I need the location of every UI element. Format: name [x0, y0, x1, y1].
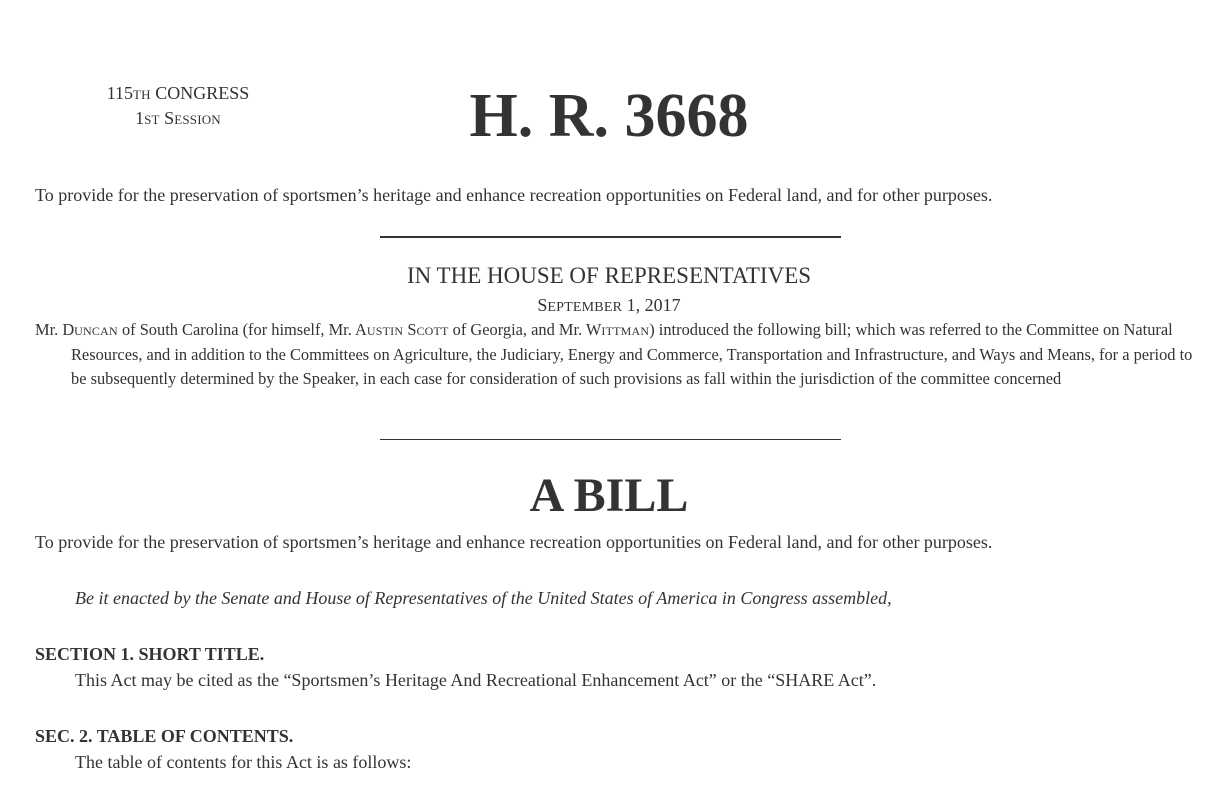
divider-top — [380, 236, 841, 238]
session-number: 1ST SESSION — [135, 108, 221, 128]
purpose-statement: To provide for the preservation of sportsmen’s heritage and enhance recreation opportunities on Federal land, and for other purposes. — [35, 532, 993, 552]
a-bill-heading: A BILL — [529, 469, 689, 522]
congress-number: 115TH CONGRESS — [106, 83, 250, 103]
house-title: IN THE HOUSE OF REPRESENTATIVES — [406, 263, 812, 288]
purpose-statement-top: To provide for the preservation of sportsmen’s heritage and enhance recreation opportunities on Federal land, and for other purposes. — [35, 185, 993, 205]
section-2-heading: SEC. 2. TABLE OF CONTENTS. — [35, 726, 294, 746]
section-1-text: This Act may be cited as the “Sportsmen’s Heritage And Recreational Enhancement Act” or the “SHARE Act”. — [75, 670, 877, 690]
bill-number: H. R. 3668 — [469, 82, 749, 150]
section-2-text: The table of contents for this Act is as follows: — [75, 752, 412, 772]
divider-bottom — [380, 439, 841, 440]
section-1-heading: SECTION 1. SHORT TITLE. — [35, 644, 265, 664]
introduction-date: SEPTEMBER 1, 2017 — [537, 295, 681, 315]
enacting-clause: Be it enacted by the Senate and House of Representatives of the United States of America in Congress assembled, — [75, 588, 892, 608]
sponsor-introduction: Mr. DUNCAN of South Carolina (for himself, Mr. AUSTIN SCOTT of Georgia, and Mr. WITTMAN) introduced the following bill; which was referred to the Committee on Natural Resources, and in addition to the Committees on Agriculture, the Judiciary, Energy and Commerce, Transportation and Infrastructure, and Ways and Means, for a period to be subsequently determined by the Speaker, in each case for consideration of such provisions as fall within the jurisdiction of the committee concerned — [35, 320, 1193, 388]
